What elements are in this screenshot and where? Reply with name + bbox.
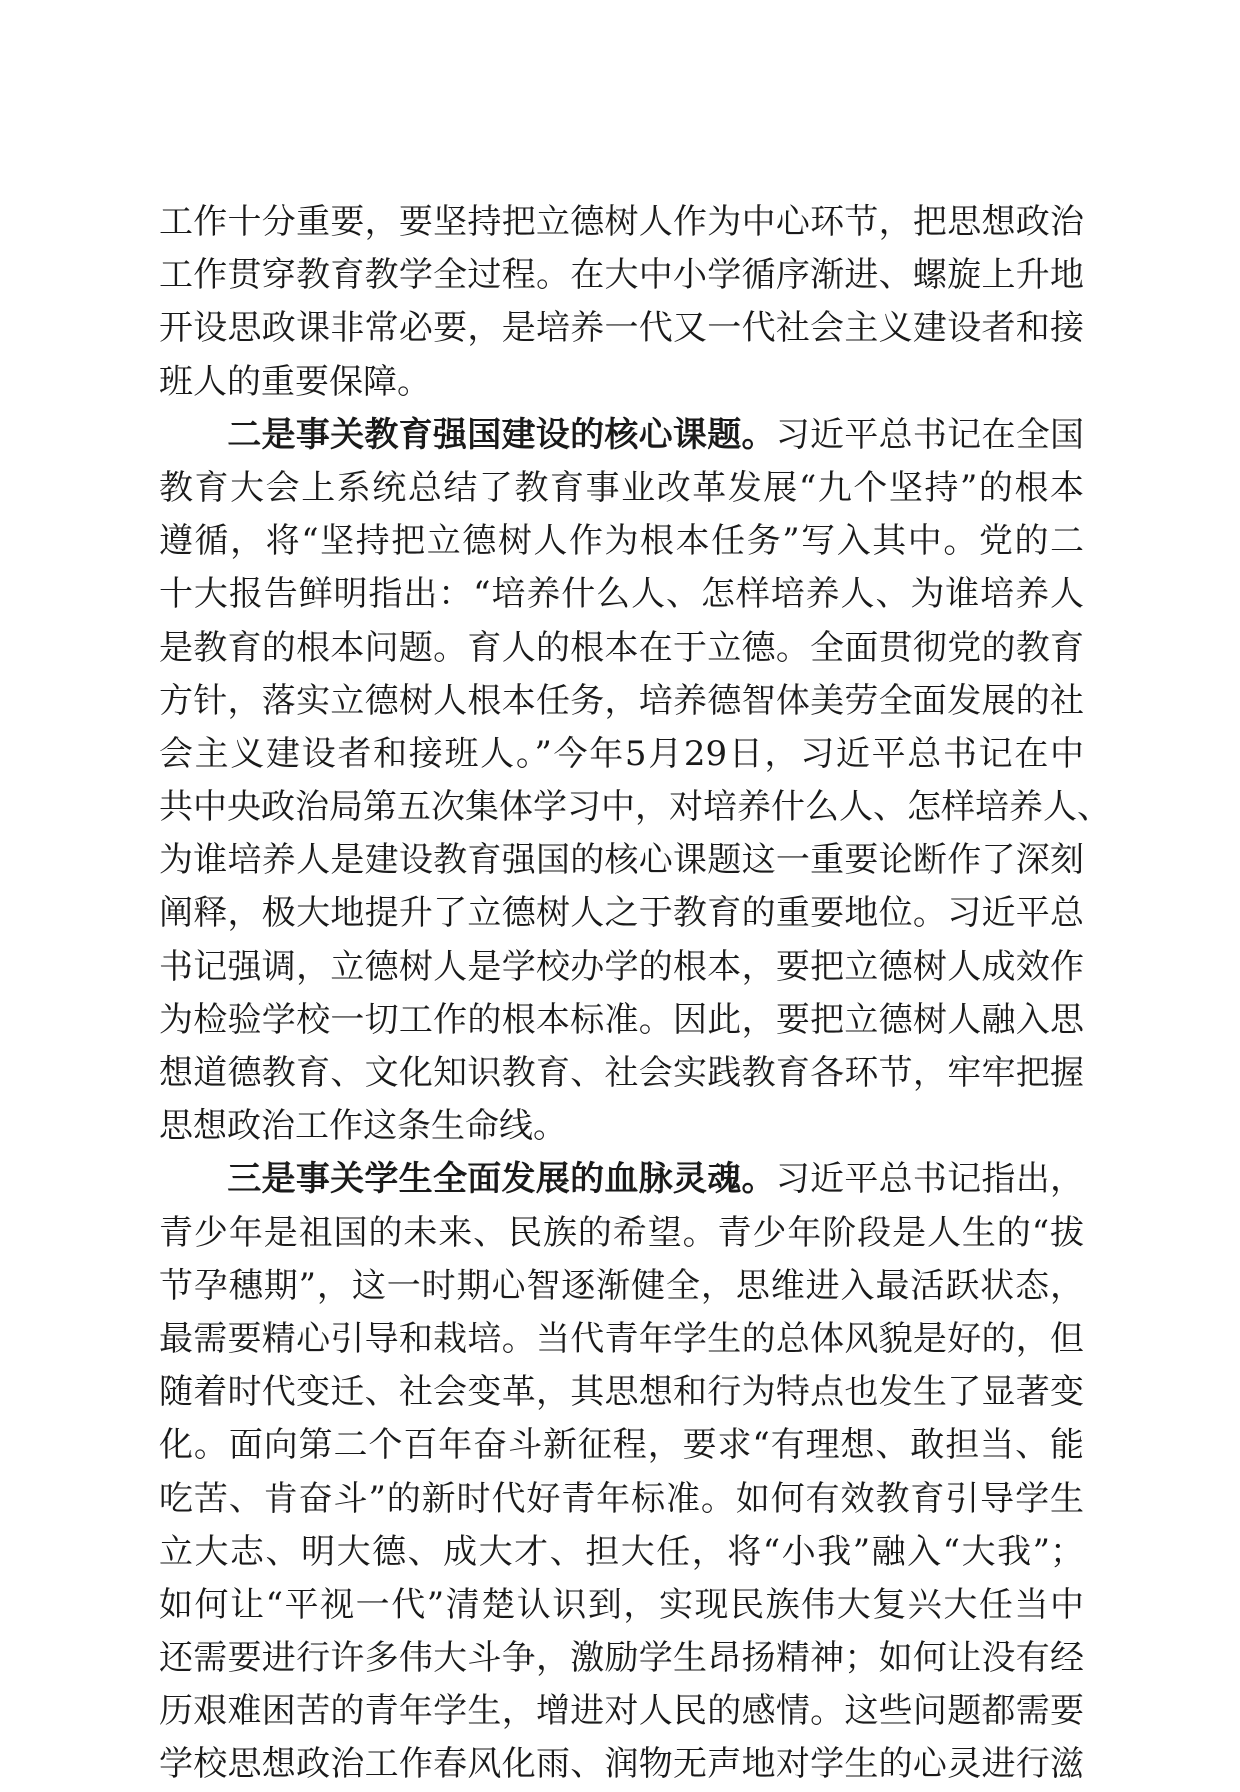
p3-first-line	[159, 1153, 1084, 1206]
p2-line-6: 方针，落实立德树人根本任务，培养德智体美劳全面发展的社	[159, 680, 1084, 721]
p3-line-5: 随着时代变迁、社会变革，其思想和行为特点也发生了显著变	[159, 1372, 1084, 1413]
p3-line-10: 还需要进行许多伟大斗争，激励学生昂扬精神；如何让没有经	[159, 1638, 1084, 1679]
p2-line-12: 为检验学校一切工作的根本标准。因此，要把立德树人融入思	[159, 999, 1084, 1040]
p2-line-14: 思想政治工作这条生命线。	[159, 1106, 567, 1147]
p3-line-8: 立大志、明大德、成大才、担大任，将“小我”融入“大我”；	[159, 1531, 1084, 1572]
p3-line-9: 如何让“平视一代”清楚认识到，实现民族伟大复兴大任当中	[159, 1584, 1084, 1625]
p2-first-line-rest: 习近平总书记在全国	[775, 414, 1085, 455]
p2-heading: 二是事关教育强国建设的核心课题。	[227, 414, 776, 455]
p3-line-4: 最需要精心引导和栽培。当代青年学生的总体风貌是好的，但	[159, 1318, 1084, 1359]
p3-line-2: 青少年是祖国的未来、民族的希望。青少年阶段是人生的“拔	[159, 1212, 1084, 1253]
p2-line-3: 遵循，将“坚持把立德树人作为根本任务”写入其中。党的二	[159, 521, 1084, 562]
p1-line-1: 工作十分重要，要坚持把立德树人作为中心环节，把思想政治	[159, 202, 1084, 242]
p3-line-12: 学校思想政治工作春风化雨、润物无声地对学生的心灵进行滋	[159, 1744, 1084, 1785]
p2-line-11: 书记强调，立德树人是学校办学的根本，要把立德树人成效作	[159, 946, 1084, 987]
p1-line-3: 开设思政课非常必要，是培养一代又一代社会主义建设者和接	[159, 308, 1084, 349]
p3-heading: 三是事关学生全面发展的血脉灵魂。	[227, 1159, 776, 1200]
p1-line-2: 工作贯穿教育教学全过程。在大中小学循序渐进、螺旋上升地	[159, 255, 1084, 296]
body-text	[159, 196, 1111, 1792]
p3-line-7: 吃苦、肯奋斗”的新时代好青年标准。如何有效教育引导学生	[159, 1478, 1084, 1519]
p2-first-line	[159, 409, 1084, 462]
p2-line-13: 想道德教育、文化知识教育、社会实践教育各环节，牢牢把握	[159, 1053, 1084, 1093]
p2-line-9: 为谁培养人是建设教育强国的核心课题这一重要论断作了深刻	[159, 840, 1084, 881]
p2-line-5: 是教育的根本问题。育人的根本在于立德。全面贯彻党的教育	[159, 627, 1084, 668]
p3-line-6: 化。面向第二个百年奋斗新征程，要求“有理想、敢担当、能	[159, 1425, 1084, 1466]
p2-line-2: 教育大会上系统总结了教育事业改革发展“九个坚持”的根本	[159, 467, 1084, 508]
p2-line-7: 会主义建设者和接班人。”今年5月29日，习近平总书记在中	[159, 733, 1084, 774]
p3-line-3: 节孕穗期”，这一时期心智逐渐健全，思维进入最活跃状态，	[159, 1265, 1084, 1306]
p1-line-4: 班人的重要保障。	[159, 361, 431, 402]
p3-line-11: 历艰难困苦的青年学生，增进对人民的感情。这些问题都需要	[159, 1691, 1084, 1732]
p2-line-10: 阐释，极大地提升了立德树人之于教育的重要地位。习近平总	[159, 893, 1084, 934]
p2-line-4: 十大报告鲜明指出：“培养什么人、怎样培养人、为谁培养人	[159, 574, 1084, 615]
p2-line-8: 共中央政治局第五次集体学习中，对培养什么人、怎样培养人、	[159, 787, 1111, 828]
p3-first-line-rest: 习近平总书记指出，	[775, 1159, 1085, 1200]
